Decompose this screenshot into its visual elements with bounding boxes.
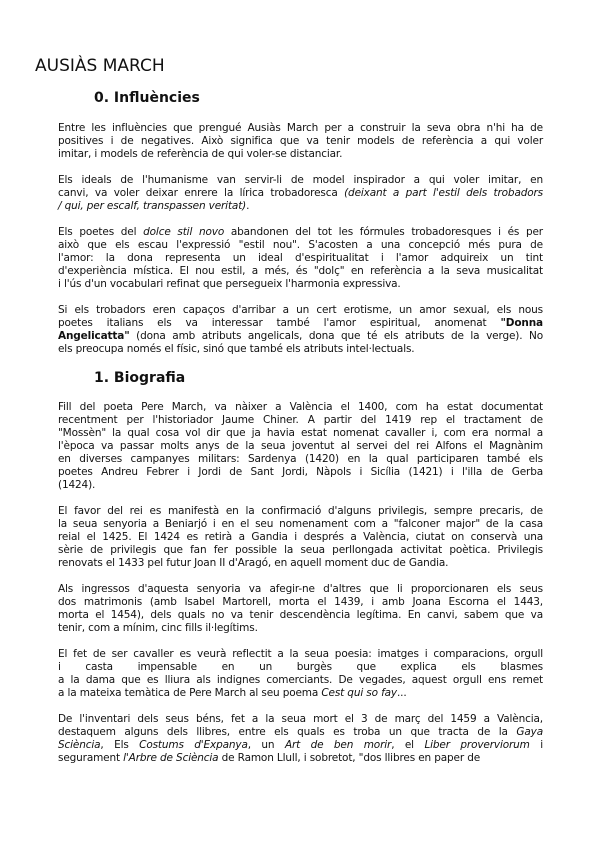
paragraph — [58, 583, 543, 635]
text-run: El favor del rei es manifestà en la confirmació d'alguns privilegis, sempre precaris, de — [58, 505, 543, 517]
text-run: canvi, va voler deixar enrere la lírica trobadoresca — [58, 186, 345, 199]
text-run: , Els — [100, 739, 140, 751]
text-line — [58, 330, 543, 343]
text-line — [58, 544, 543, 557]
text-line — [58, 252, 543, 265]
text-run: Els poetes del — [58, 225, 144, 238]
text-run: "Mossèn" la qual cosa vol dir que ja havia estat nomenat cavaller i, com era normal a — [58, 427, 543, 439]
text-run: tenir, com a mínim, cinc fills il·legítims. — [58, 622, 258, 634]
text-run: . — [246, 199, 250, 212]
text-run: destaquem alguns dels llibres, entre els quals es troba un que tracta de la — [58, 726, 517, 738]
text-run: dos matrimonis (amb Isabel Martorell, morta el 1439, i amb Joana Escorna el 1443, — [58, 596, 543, 608]
text-line — [58, 752, 543, 765]
text-line — [58, 596, 543, 609]
text-run: , el — [391, 739, 425, 751]
text-line — [58, 317, 543, 330]
text-run: a la dama que es lliura als indignes comerciants. De vegades, aquest orgull ens remet — [58, 674, 543, 686]
text-line — [58, 674, 543, 687]
document-body — [58, 0, 543, 778]
text-run: (dona amb atributs angelicals, dona que té els atributs de la verge). No — [129, 329, 543, 342]
text-run: morta el 1454), dels quals no va tenir descendència legítima. En canvi, sabem que va — [58, 609, 543, 621]
text-line — [58, 343, 543, 356]
text-line — [58, 739, 543, 752]
text-line — [58, 239, 543, 252]
text-line — [58, 135, 543, 148]
text-run: renovats el 1433 pel futur Joan II d'Aragó, en aquell moment duc de Gandia. — [58, 557, 449, 569]
italic-text: Sciència — [58, 739, 101, 751]
text-run: segurament — [58, 752, 124, 764]
text-line — [58, 531, 543, 544]
italic-text: / qui, per escalf, transpassen veritat) — [58, 199, 247, 212]
text-run: i casta impensable en un burgès que explica els blasmes — [58, 661, 543, 673]
italic-text: Costums d'Expanya — [139, 739, 248, 751]
text-line — [58, 265, 543, 278]
text-line — [58, 453, 543, 466]
text-run: Als ingressos d'aquesta senyoria va afegir-ne d'altres que li proporcionaren els seus — [58, 583, 543, 595]
text-run: Si els trobadors eren capaços d'arribar a un cert erotisme, un amor sexual, els nous — [58, 303, 543, 316]
text-line — [58, 726, 543, 739]
paragraph — [58, 505, 543, 570]
text-line — [58, 609, 543, 622]
text-run: d'experiència mística. El nou estil, a més, és "dolç" en referència a la seva musicalitat — [58, 264, 543, 277]
text-line — [58, 414, 543, 427]
text-line — [58, 427, 543, 440]
text-run: i — [529, 739, 544, 751]
text-run: imitar, i models de referència de qui voler-se distanciar. — [58, 147, 343, 160]
text-run: de Ramon Llull, i sobretot, "dos llibres en paper de — [218, 752, 481, 764]
paragraph — [58, 226, 543, 291]
text-run: sèrie de privilegis que fan fer possible la seua perllongada activitat poètica. Privilegis — [58, 544, 543, 556]
text-run: l'amor: la dona representa un ideal d'espiritualitat i l'amor adquireix un tint — [58, 251, 543, 264]
text-run: reial el 1425. El 1424 es retirà a Gandia i després a València, ciutat on conservà una — [58, 531, 543, 543]
text-run: en diverses campanyes militars: Sardenya (1420) en la qual participaren també els — [58, 453, 543, 465]
italic-text: dolce stil novo — [143, 225, 225, 238]
section-heading: 1. Biografia — [94, 369, 186, 386]
text-line — [58, 661, 543, 674]
italic-text: Liber proverviorum — [424, 739, 530, 751]
text-run: els preocupa només el físic, sinó que també els atributs intel·lectuals. — [58, 342, 415, 355]
text-run: ... — [396, 687, 407, 699]
italic-text: Gaya — [516, 726, 543, 738]
paragraph — [58, 713, 543, 765]
text-line — [58, 401, 543, 414]
text-line — [58, 466, 543, 479]
text-line — [58, 518, 543, 531]
text-run: (1424). — [58, 479, 96, 491]
text-line — [58, 687, 543, 700]
text-run: poetes italians els va interessar també l'amor espiritual, anomenat — [58, 316, 501, 329]
text-line — [58, 713, 543, 726]
document-title: AUSIÀS MARCH — [35, 56, 165, 76]
text-run: la seua senyoria a Beniarjó i en el seu nomenament com a "falconer major" de la casa — [58, 518, 543, 530]
text-line — [58, 622, 543, 635]
text-line — [58, 505, 543, 518]
paragraph — [58, 122, 543, 161]
text-line — [58, 557, 543, 570]
paragraph — [58, 174, 543, 213]
bold-text: Angelicatta" — [58, 329, 130, 342]
text-run: Entre les influències que prengué Ausiàs March per a construir la seva obra n'hi ha de — [58, 121, 543, 134]
text-line — [58, 440, 543, 453]
text-line — [58, 174, 543, 187]
text-run: recentment per l'historiador Jaume Chiner. A partir del 1419 rep el tractament de — [58, 414, 543, 426]
italic-text: l'Arbre de Sciència — [123, 752, 219, 764]
paragraph — [58, 401, 543, 492]
paragraph — [58, 648, 543, 700]
text-line — [58, 278, 543, 291]
text-run: abandonen del tot les fórmules trobadoresques i és per — [224, 225, 543, 238]
text-line — [58, 122, 543, 135]
text-line — [58, 200, 543, 213]
text-run: a la mateixa temàtica de Pere March al seu poema — [58, 687, 322, 699]
text-line — [58, 648, 543, 661]
text-line — [58, 226, 543, 239]
text-run: , un — [247, 739, 285, 751]
text-run: Els ideals de l'humanisme van servir-li de model inspirador a qui voler imitar, en — [58, 173, 543, 186]
text-run: El fet de ser cavaller es veurà reflectit a la seua poesia: imatges i comparacions, orgull — [58, 648, 543, 660]
bold-text: "Donna — [500, 316, 543, 329]
text-run: i l'ús d'un vocabulari refinat que persegueix l'harmonia expressiva. — [58, 277, 401, 290]
text-run: l'època va passar molts anys de la seua joventut al servei del rei Alfons el Magnànim — [58, 440, 543, 452]
text-line — [58, 187, 543, 200]
section-heading: 0. Influències — [94, 90, 200, 106]
text-line — [58, 479, 543, 492]
italic-text: Cest qui so fay — [321, 687, 397, 699]
text-line — [58, 583, 543, 596]
italic-text: (deixant a part l'estil dels trobadors — [344, 186, 544, 199]
text-run: això que els escau l'expressió "estil nou". S'acosten a una concepció més pura de — [58, 238, 543, 251]
text-run: Fill del poeta Pere March, va nàixer a València el 1400, com ha estat documentat — [58, 401, 543, 413]
text-run: De l'inventari dels seus béns, fet a la seua mort el 3 de març del 1459 a València, — [58, 713, 543, 725]
italic-text: Art de ben morir — [284, 739, 392, 751]
text-run: positives i de negatives. Això significa que va tenir models de referència a qui voler — [58, 134, 543, 147]
text-run: poetes Andreu Febrer i Jordi de Sant Jordi, Nàpols i Sicília (1421) i l'illa de Gerba — [58, 466, 543, 478]
text-line — [58, 304, 543, 317]
text-line — [58, 148, 543, 161]
paragraph — [58, 304, 543, 356]
